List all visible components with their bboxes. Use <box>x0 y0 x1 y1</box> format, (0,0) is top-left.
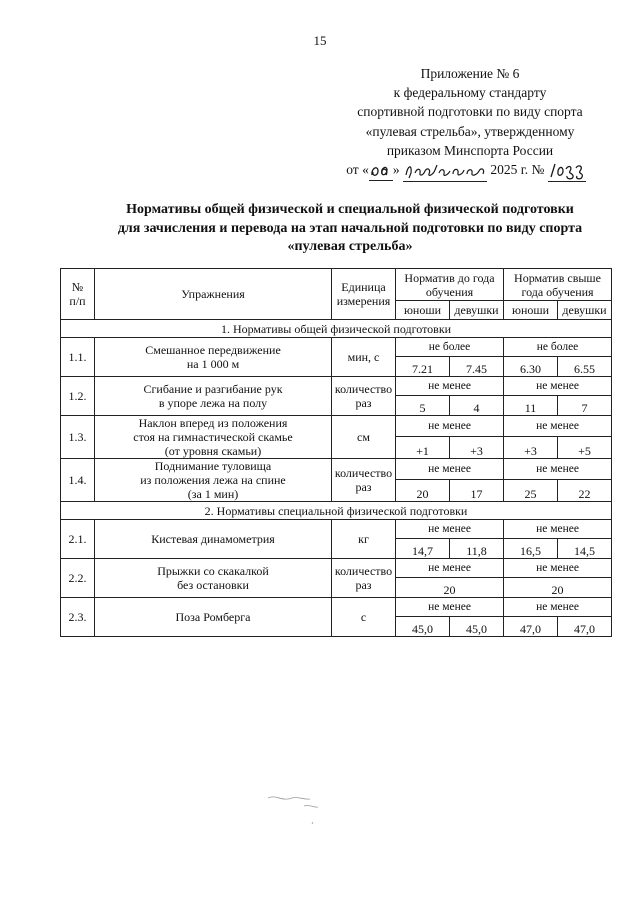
section-title: 2. Нормативы специальной физической подготовки <box>61 502 612 520</box>
unit-cell: количество раз <box>332 377 396 416</box>
condition-first-year: не менее <box>396 520 504 539</box>
value-cell: 5 <box>396 396 450 416</box>
appendix-line: «пулевая стрельба», утвержденному <box>365 123 575 139</box>
value-cell: 7 <box>558 396 612 416</box>
row-number: 2.2. <box>61 559 95 598</box>
faint-signature-mark <box>262 786 342 826</box>
condition-over-year: не менее <box>504 416 612 437</box>
value-cell: 45,0 <box>396 617 450 637</box>
section-row <box>61 502 612 520</box>
condition-first-year: не менее <box>396 459 504 480</box>
condition-first-year: не менее <box>396 377 504 396</box>
condition-over-year: не менее <box>504 459 612 480</box>
row-number: 1.1. <box>61 338 95 377</box>
document-title <box>60 201 640 257</box>
header-exercise: Упражнения <box>95 269 332 320</box>
table-row <box>61 416 612 437</box>
value-cell: 25 <box>504 479 558 501</box>
unit-cell: см <box>332 416 396 459</box>
value-cell: 45,0 <box>450 617 504 637</box>
table-body <box>61 320 612 637</box>
value-cell: 20 <box>396 479 450 501</box>
value-cell: 17 <box>450 479 504 501</box>
section-title: 1. Нормативы общей физической подготовки <box>61 320 612 338</box>
appendix-line: Приложение № 6 <box>420 66 520 81</box>
header-girls: девушки <box>450 301 504 320</box>
header-number: № п/п <box>61 269 95 320</box>
value-cell: +1 <box>396 436 450 458</box>
header-boys: юноши <box>396 301 450 320</box>
exercise-name: Наклон вперед из положения стоя на гимнастической скамье (от уровня скамьи) <box>95 416 332 459</box>
table-row <box>61 598 612 617</box>
header-boys: юноши <box>504 301 558 320</box>
header-unit: Единица измерения <box>332 269 396 320</box>
title-line: для зачисления и перевода на этап начальной подготовки по виду спорта <box>117 220 583 236</box>
value-cell: 20 <box>396 578 504 598</box>
table-header-row <box>61 269 612 301</box>
date-quote-close: » <box>392 162 400 178</box>
value-cell: 20 <box>504 578 612 598</box>
page-number: 15 <box>313 33 327 48</box>
row-number: 2.3. <box>61 598 95 637</box>
value-cell: 47,0 <box>504 617 558 637</box>
value-cell: 14,7 <box>396 539 450 559</box>
handwritten-month <box>403 160 487 182</box>
exercise-name: Прыжки со скакалкой без остановки <box>95 559 332 598</box>
header-group-first-year: Норматив до года обучения <box>396 269 504 301</box>
section-row <box>61 320 612 338</box>
unit-cell: мин, с <box>332 338 396 377</box>
date-year: 2025 г. № <box>490 162 545 178</box>
value-cell: +5 <box>558 436 612 458</box>
value-cell: 47,0 <box>558 617 612 637</box>
condition-first-year: не менее <box>396 559 504 578</box>
exercise-name: Поднимание туловища из положения лежа на спине (за 1 мин) <box>95 459 332 502</box>
exercise-name: Смешанное передвижение на 1 000 м <box>95 338 332 377</box>
value-cell: 22 <box>558 479 612 501</box>
table-row <box>61 377 612 396</box>
condition-first-year: не более <box>396 338 504 357</box>
value-cell: 6.55 <box>558 357 612 377</box>
condition-first-year: не менее <box>396 416 504 437</box>
table-row <box>61 520 612 539</box>
value-cell: 11,8 <box>450 539 504 559</box>
row-number: 2.1. <box>61 520 95 559</box>
exercise-name: Сгибание и разгибание рук в упоре лежа на полу <box>95 377 332 416</box>
norms-table <box>60 268 612 637</box>
appendix-line: к федеральному стандарту <box>393 85 547 101</box>
row-number: 1.3. <box>61 416 95 459</box>
value-cell: 16,5 <box>504 539 558 559</box>
value-cell: 7.45 <box>450 357 504 377</box>
appendix-line: спортивной подготовки по виду спорта <box>357 104 583 120</box>
value-cell: 6.30 <box>504 357 558 377</box>
handwritten-order-number <box>548 160 586 182</box>
unit-cell: количество раз <box>332 459 396 502</box>
value-cell: +3 <box>450 436 504 458</box>
value-cell: 14,5 <box>558 539 612 559</box>
exercise-name: Кистевая динамометрия <box>95 520 332 559</box>
unit-cell: кг <box>332 520 396 559</box>
appendix-header <box>330 64 610 182</box>
unit-cell: с <box>332 598 396 637</box>
header-group-over-year: Норматив свыше года обучения <box>504 269 612 301</box>
table-row <box>61 338 612 357</box>
condition-over-year: не менее <box>504 598 612 617</box>
condition-over-year: не менее <box>504 377 612 396</box>
value-cell: 11 <box>504 396 558 416</box>
date-prefix: от « <box>346 162 369 178</box>
value-cell: 7.21 <box>396 357 450 377</box>
table-row <box>61 559 612 578</box>
row-number: 1.2. <box>61 377 95 416</box>
unit-cell: количество раз <box>332 559 396 598</box>
table-row <box>61 459 612 480</box>
title-line: Нормативы общей физической и специальной физической подготовки <box>126 202 574 217</box>
condition-over-year: не менее <box>504 520 612 539</box>
condition-over-year: не более <box>504 338 612 357</box>
value-cell: +3 <box>504 436 558 458</box>
header-girls: девушки <box>558 301 612 320</box>
row-number: 1.4. <box>61 459 95 502</box>
handwritten-day <box>369 160 393 181</box>
appendix-line: приказом Минспорта России <box>386 142 554 158</box>
value-cell: 4 <box>450 396 504 416</box>
order-date-line <box>326 160 606 182</box>
condition-over-year: не менее <box>504 559 612 578</box>
exercise-name: Поза Ромберга <box>95 598 332 637</box>
condition-first-year: не менее <box>396 598 504 617</box>
title-line: «пулевая стрельба» <box>287 239 413 254</box>
